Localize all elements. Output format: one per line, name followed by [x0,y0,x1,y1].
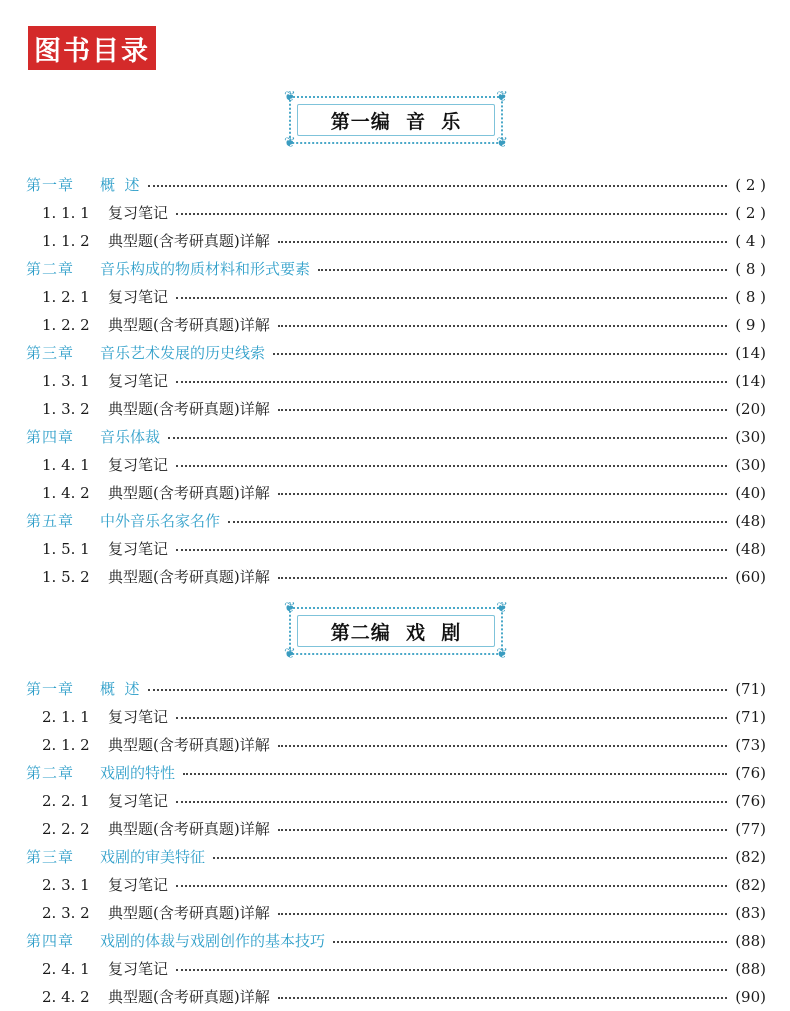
section-title: 典型题(含考研真题)详解 [108,736,270,754]
section-title: 复习笔记 [108,876,169,894]
section-title: 典型题(含考研真题)详解 [108,988,270,1006]
dot-leader [176,297,727,299]
dot-leader [176,549,727,551]
page-number: (76) [735,792,766,810]
chapter-title: 音乐构成的物质材料和形式要素 [100,260,311,278]
chapter-title: 音乐艺术发展的历史线索 [100,344,266,362]
toc-section-row[interactable] [26,955,766,983]
dot-leader [278,997,727,999]
section-title: 复习笔记 [108,288,169,306]
dot-leader [278,325,727,327]
dot-leader [278,829,727,831]
section-number: 2. 4. 2 [42,988,90,1006]
section-number: 2. 1. 2 [42,736,90,754]
toc-list-part-1 [26,171,766,591]
section-title: 典型题(含考研真题)详解 [108,568,270,586]
chapter-number: 第一章 [26,680,75,698]
toc-section-row[interactable] [26,731,766,759]
page-number: ( 2 ) [735,204,766,222]
toc-section-row[interactable] [26,535,766,563]
section-title: 复习笔记 [108,204,169,222]
section-number: 1. 1. 2 [42,232,90,250]
page-number: (83) [735,904,766,922]
toc-section-row[interactable] [26,871,766,899]
dot-leader [176,885,727,887]
dot-leader [148,689,728,691]
chapter-number: 第四章 [26,932,75,950]
section-number: 1. 5. 2 [42,568,90,586]
chapter-title: 概 述 [100,680,140,698]
toc-section-row[interactable] [26,787,766,815]
dot-leader [278,409,727,411]
page-number: (20) [735,400,766,418]
page-number: (82) [735,876,766,894]
ornament-corner-icon: ❦ [284,600,296,616]
page-number: (77) [735,820,766,838]
toc-banner: 图书目录 [28,26,156,70]
dot-leader [273,353,727,355]
page-number: (82) [735,848,766,866]
page-number: ( 2 ) [735,176,766,194]
toc-section-row[interactable] [26,899,766,927]
page-number: (48) [735,540,766,558]
toc-section-row[interactable] [26,703,766,731]
page-number: (71) [735,680,766,698]
page-number: (14) [735,372,766,390]
chapter-number: 第一章 [26,176,75,194]
page-number: (88) [735,960,766,978]
page-number: (30) [735,428,766,446]
section-number: 1. 2. 2 [42,316,90,334]
toc-section-row[interactable] [26,395,766,423]
toc-chapter-row[interactable] [26,675,766,703]
section-number: 1. 5. 1 [42,540,90,558]
ornament-corner-icon: ❦ [284,89,296,105]
chapter-number: 第三章 [26,848,75,866]
chapter-number: 第五章 [26,512,75,530]
part-title-1 [284,89,508,151]
section-title: 复习笔记 [108,372,169,390]
toc-chapter-row[interactable] [26,759,766,787]
page-number: ( 4 ) [735,232,766,250]
part-title-2 [284,600,508,662]
page-number: (88) [735,932,766,950]
dot-leader [318,269,727,271]
section-number: 1. 1. 1 [42,204,90,222]
section-title: 典型题(含考研真题)详解 [108,316,270,334]
chapter-title: 戏剧的特性 [100,764,176,782]
toc-section-row[interactable] [26,563,766,591]
dot-leader [176,969,727,971]
section-number: 2. 3. 1 [42,876,90,894]
chapter-number: 第二章 [26,260,75,278]
dot-leader [278,241,727,243]
dot-leader [176,381,727,383]
toc-chapter-row[interactable] [26,255,766,283]
section-number: 1. 2. 1 [42,288,90,306]
toc-chapter-row[interactable] [26,339,766,367]
section-number: 1. 3. 1 [42,372,90,390]
dot-leader [228,521,727,523]
section-number: 1. 3. 2 [42,400,90,418]
toc-chapter-row[interactable] [26,171,766,199]
toc-chapter-row[interactable] [26,927,766,955]
page-number: (60) [735,568,766,586]
section-number: 2. 1. 1 [42,708,90,726]
toc-section-row[interactable] [26,815,766,843]
chapter-title: 戏剧的体裁与戏剧创作的基本技巧 [100,932,326,950]
page-number: (48) [735,512,766,530]
page-number: (30) [735,456,766,474]
page-number: (73) [735,736,766,754]
dot-leader [176,465,727,467]
chapter-title: 概 述 [100,176,140,194]
ornament-corner-icon: ❦ [284,646,296,662]
page-number: ( 8 ) [735,288,766,306]
section-title: 复习笔记 [108,792,169,810]
section-number: 1. 4. 2 [42,484,90,502]
section-title: 复习笔记 [108,456,169,474]
chapter-number: 第二章 [26,764,75,782]
toc-section-row[interactable] [26,479,766,507]
section-title: 复习笔记 [108,708,169,726]
section-number: 1. 4. 1 [42,456,90,474]
page-number: (76) [735,764,766,782]
dot-leader [176,213,727,215]
section-title: 复习笔记 [108,960,169,978]
dot-leader [176,801,727,803]
ornament-corner-icon: ❦ [496,89,508,105]
toc-list-part-2 [26,675,766,1011]
ornament-corner-icon: ❦ [496,646,508,662]
part-title-label: 第二编 戏 剧 [330,621,462,644]
chapter-title: 中外音乐名家名作 [100,512,221,530]
chapter-number: 第四章 [26,428,75,446]
section-title: 典型题(含考研真题)详解 [108,400,270,418]
section-number: 2. 4. 1 [42,960,90,978]
page-number: ( 8 ) [735,260,766,278]
toc-section-row[interactable] [26,311,766,339]
dot-leader [176,717,727,719]
ornament-corner-icon: ❦ [496,135,508,151]
page-number: (71) [735,708,766,726]
section-title: 典型题(含考研真题)详解 [108,904,270,922]
section-title: 典型题(含考研真题)详解 [108,484,270,502]
section-title: 复习笔记 [108,540,169,558]
dot-leader [333,941,727,943]
section-title: 典型题(含考研真题)详解 [108,820,270,838]
chapter-title: 戏剧的审美特征 [100,848,206,866]
section-number: 2. 3. 2 [42,904,90,922]
ornament-corner-icon: ❦ [496,600,508,616]
dot-leader [213,857,727,859]
section-number: 2. 2. 2 [42,820,90,838]
dot-leader [183,773,727,775]
section-number: 2. 2. 1 [42,792,90,810]
toc-chapter-row[interactable] [26,423,766,451]
dot-leader [278,493,727,495]
chapter-title: 音乐体裁 [100,428,161,446]
toc-section-row[interactable] [26,983,766,1011]
page-number: ( 9 ) [735,316,766,334]
section-title: 典型题(含考研真题)详解 [108,232,270,250]
page-number: (40) [735,484,766,502]
toc-section-row[interactable] [26,199,766,227]
part-title-label: 第一编 音 乐 [330,110,462,133]
dot-leader [278,577,727,579]
page-number: (90) [735,988,766,1006]
dot-leader [148,185,728,187]
toc-chapter-row[interactable] [26,507,766,535]
dot-leader [168,437,727,439]
chapter-number: 第三章 [26,344,75,362]
ornament-corner-icon: ❦ [284,135,296,151]
toc-chapter-row[interactable] [26,843,766,871]
page-number: (14) [735,344,766,362]
toc-section-row[interactable] [26,227,766,255]
dot-leader [278,745,727,747]
toc-section-row[interactable] [26,451,766,479]
toc-section-row[interactable] [26,367,766,395]
dot-leader [278,913,727,915]
toc-section-row[interactable] [26,283,766,311]
